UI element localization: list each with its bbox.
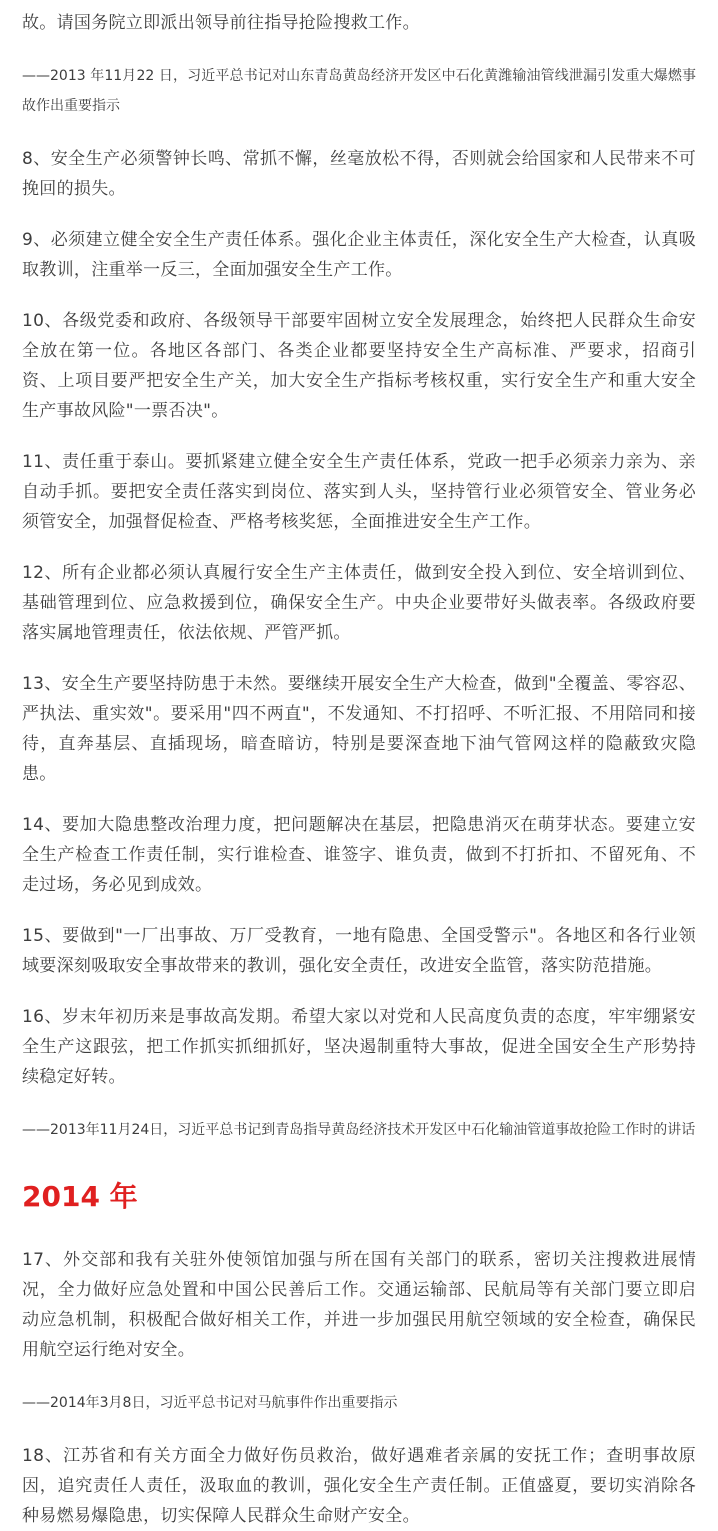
- body-paragraph-15: 15、要做到"一厂出事故、万厂受教育，一地有隐患、全国受警示"。各地区和各行业领域要深刻吸取安全事故带来的教训，强化安全责任，改进安全监管，落实防范措施。: [22, 926, 696, 976]
- body-paragraph-14: 14、要加大隐患整改治理力度，把问题解决在基层，把隐患消灭在萌芽状态。要建立安全生产检查工作责任制，实行谁检查、谁签字、谁负责，做到不打折扣、不留死角、不走过场，务必见到成效。: [22, 815, 696, 895]
- body-paragraph-10: 10、各级党委和政府、各级领导干部要牢固树立安全发展理念，始终把人民群众生命安全放在第一位。各地区各部门、各类企业都要坚持安全生产高标准、严要求，招商引资、上项目要严把安全生产关，加大安全生产指标考核权重，实行安全生产和重大安全生产事故风险"一票否决"。: [22, 311, 696, 421]
- body-paragraph-12: 12、所有企业都必须认真履行安全生产主体责任，做到安全投入到位、安全培训到位、基础管理到位、应急救援到位，确保安全生产。中央企业要带好头做表率。各级政府要落实属地管理责任，依法依规、严管严抓。: [22, 563, 696, 643]
- quote-citation: ——2013年11月24日，习近平总书记到青岛指导黄岛经济技术开发区中石化输油管道事故抢险工作时的讲话: [22, 1122, 696, 1138]
- body-paragraph-11: 11、责任重于泰山。要抓紧建立健全安全生产责任体系，党政一把手必须亲力亲为、亲自动手抓。要把安全责任落实到岗位、落实到人头，坚持管行业必须管安全、管业务必须管安全，加强督促检查、严格考核奖惩，全面推进安全生产工作。: [22, 452, 696, 532]
- body-paragraph-8: 8、安全生产必须警钟长鸣、常抓不懈，丝毫放松不得，否则就会给国家和人民带来不可挽回的损失。: [22, 149, 696, 199]
- quote-citation: ——2014年3月8日，习近平总书记对马航事件作出重要指示: [22, 1395, 398, 1411]
- quote-citation: ——2013 年11月22 日，习近平总书记对山东青岛黄岛经济开发区中石化黄潍输油管线泄漏引发重大爆燃事故作出重要指示: [22, 68, 696, 114]
- body-paragraph-18: 18、江苏省和有关方面全力做好伤员救治，做好遇难者亲属的安抚工作；查明事故原因，追究责任人责任，汲取血的教训，强化安全生产责任制。正值盛夏，要切实消除各种易燃易爆隐患，切实保障人民群众生命财产安全。: [22, 1446, 696, 1526]
- body-paragraph-13: 13、安全生产要坚持防患于未然。要继续开展安全生产大检查，做到"全覆盖、零容忍、严执法、重实效"。要采用"四不两直"，不发通知、不打招呼、不听汇报、不用陪同和接待，直奔基层、直插现场，暗查暗访，特别是要深查地下油气管网这样的隐蔽致灾隐患。: [22, 674, 696, 784]
- body-paragraph-16: 16、岁末年初历来是事故高发期。希望大家以对党和人民高度负责的态度，牢牢绷紧安全生产这跟弦，把工作抓实抓细抓好，坚决遏制重特大事故，促进全国安全生产形势持续稳定好转。: [22, 1007, 696, 1087]
- body-paragraph-continuation: 故。请国务院立即派出领导前往指导抢险搜救工作。: [22, 13, 420, 33]
- year-section-heading: 2014 年: [22, 1180, 138, 1213]
- body-paragraph-17: 17、外交部和我有关驻外使领馆加强与所在国有关部门的联系，密切关注搜救进展情况，全力做好应急处置和中国公民善后工作。交通运输部、民航局等有关部门要立即启动应急机制，积极配合做好相关工作，并进一步加强民用航空领域的安全检查，确保民用航空运行绝对安全。: [22, 1250, 696, 1360]
- body-paragraph-9: 9、必须建立健全安全生产责任体系。强化企业主体责任，深化安全生产大检查，认真吸取教训，注重举一反三，全面加强安全生产工作。: [22, 230, 696, 280]
